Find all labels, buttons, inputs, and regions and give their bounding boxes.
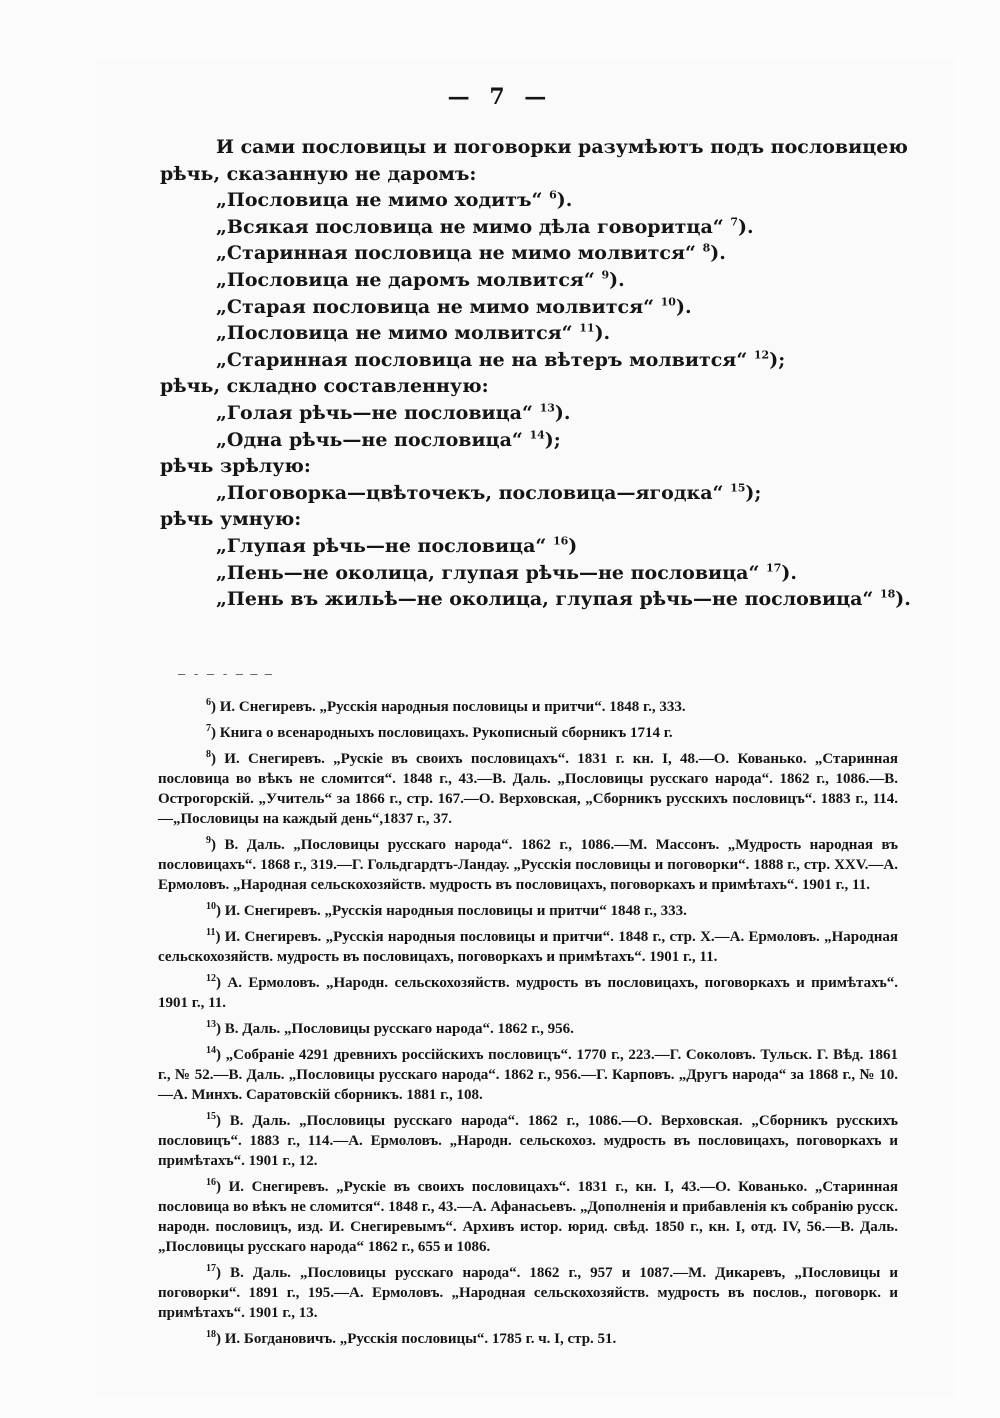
line-text: „Пословица не мимо ходитъ“ [216,189,543,212]
footnote [158,697,898,717]
footnote-reference[interactable]: 8 [702,242,711,256]
line-text: рѣчь зрѣлую: [160,455,311,478]
footnote-reference[interactable]: 10 [660,295,676,309]
proverb-line [160,214,900,241]
line-text: „Старинная пословица не мимо молвится“ [216,242,696,265]
footnote [158,901,898,921]
proverb-line [160,347,900,374]
line-text: „Всякая пословица не мимо дѣла говоритца“ [216,215,724,238]
footnote-reference[interactable]: 16 [552,534,569,548]
footnote [158,1111,898,1171]
line-text: „Пословица не мимо молвится“ [216,322,573,345]
footnote-text: ) И. Снегиревъ. „Русскія народныя пословицы и притчи“. 1848 г., 333. [211,699,686,715]
line-text: „Старая пословица не мимо молвится“ [216,295,655,318]
footnote-text: ) „Собраніе 4291 древнихъ россійскихъ пословицъ“. 1770 г., 223.—Г. Соколовъ. Тульск. Г. Вѣд. 1861 г., № 52.—В. Даль. „Пословицы русскаго народа“. 1862 г., 956.—Г. Карповъ. „Другъ народа“ за 1868 г., № 10.—А. Минхъ. Саратовскій сборникъ. 1881 г., 108. [158,1047,898,1103]
line-punctuation: ) [568,534,578,557]
footnote-reference[interactable]: 18 [879,587,896,601]
line-punctuation: ). [554,401,571,424]
footnote-text: ) В. Даль. „Пословицы русскаго народа“. 1862 г., 957 и 1087.—М. Дикаревъ, „Пословицы и поговорки“. 1891 г., 195.—А. Ермоловъ. „Народная сельскохозяйств. мудрость въ послов., поговорк. и примѣтахъ“. 1901 г., 13. [158,1265,898,1321]
footnote-mark: 16 [206,1177,216,1188]
footnote-text: ) И. Снегиревъ. „Русскія народныя пословицы и притчи“ 1848 г., 333. [216,903,687,919]
footnotes [158,697,898,1355]
footnote-reference[interactable]: 17 [766,561,782,575]
footnote-mark: 13 [206,1019,216,1030]
footnote-reference[interactable]: 11 [579,321,595,335]
footnote-text: ) И. Богдановичъ. „Русскія пословицы“. 1785 г. ч. I, стр. 51. [216,1331,617,1347]
footnote-mark: 11 [206,927,216,938]
proverb-line [160,267,900,294]
line-text: „Пословица не даромъ молвится“ [216,268,595,291]
line-punctuation: ). [710,242,726,265]
footnote [158,1263,898,1323]
footnote-text: ) И. Снегиревъ. „Рускіе въ своихъ пословицахъ“. 1831 г. кн. I, 48.—О. Кованько. „Старинная пословица во вѣкъ не сломится“. 1848 г., 43.—В. Даль. „Пословицы русскаго народа“. 1862 г., 1086.—В. Острогорскій. „Учитель“ за 1866 г., стр. 167.—О. Верховская, „Сборникъ русскихъ пословицъ“. 1883 г., 114.—„Пословицы на каждый день“,1837 г., 37. [158,751,898,827]
line-text: И сами пословицы и поговорки разумѣютъ подъ пословицею [216,136,908,158]
footnote-reference[interactable]: 14 [529,428,545,442]
footnote-reference[interactable]: 12 [753,348,770,362]
footnote-text: ) А. Ермоловъ. „Народн. сельскохозяйств. мудрость въ пословицахъ, поговоркахъ и примѣтахъ“. 1901 г., 11. [158,975,898,1011]
line-text: „Пень—не околица, глупая рѣчь—не пословица“ [216,561,760,584]
footnote-mark: 17 [206,1263,216,1274]
line-text: рѣчь, сказанную не даромъ: [160,162,477,185]
text-line [160,373,900,400]
line-text: „Поговорка—цвѣточекъ, пословица—ягодка“ [216,481,724,504]
proverb-line [160,187,900,214]
footnote-mark: 9 [206,835,211,846]
line-punctuation: ). [895,588,911,611]
footnote [158,723,898,743]
proverb-line [160,533,900,560]
line-text: „Пень въ жильѣ—не околица, глупая рѣчь—не пословица“ [216,588,874,611]
line-punctuation: ). [594,322,611,345]
footnote-text: ) И. Снегиревъ. „Рускіе въ своихъ пословицахъ“. 1831 г., кн. I, 43.—О. Кованько. „Старинная пословица во вѣкъ не сломится“. 1848 г., 43.—А. Афанасьевъ. „Дополненія и прибавленія къ собранію русск. народн. пословицъ, изд. И. Снегиревымъ“. Архивъ истор. юрид. свѣд. 1850 г., кн. I, отд. IV, 56.—В. Даль. „Пословицы русскаго народа“ 1862 г., 655 и 1086. [158,1179,898,1255]
line-punctuation: ). [609,268,625,291]
footnote-mark: 10 [206,901,216,912]
footnote [158,1329,898,1349]
line-punctuation: ). [556,189,573,212]
footnote-text: ) В. Даль. „Пословицы русскаго народа“. 1862 г., 1086.—М. Массонъ. „Мудрость народная въ пословицахъ“. 1868 г., 319.—Г. Гольдгардтъ-Ландау. „Русскія пословицы и поговорки“. 1888 г., стр. XXV.—А. Ермоловъ. „Народная сельскохозяйств. мудрость въ пословицахъ, поговоркахъ и примѣтахъ“. 1901 г., 11. [158,837,898,893]
proverb-line [160,320,900,347]
footnote-text: ) И. Снегиревъ. „Русскія народныя пословицы и притчи“. 1848 г., стр. X.—А. Ермоловъ. „Народная сельскохозяйств. мудрость въ пословицахъ, поговоркахъ и примѣтахъ“. 1901 г., 11. [158,929,898,965]
proverb-line [160,294,900,321]
proverb-line [160,586,911,613]
footnote-reference[interactable]: 13 [539,401,555,415]
footnote-separator: — - — - — — — [178,667,272,681]
footnote-reference[interactable]: 15 [730,481,746,495]
footnote-reference[interactable]: 9 [601,268,610,282]
footnote-text: ) В. Даль. „Пословицы русскаго народа“. 1862 г., 956. [216,1021,574,1037]
page-number: — 7 — [447,84,553,110]
line-text: „Одна рѣчь—не пословица“ [216,428,523,451]
text-line [160,453,900,480]
footnote-text: ) В. Даль. „Пословицы русскаго народа“. 1862 г., 1086.—О. Верховская. „Сборникъ русскихъ пословицъ“. 1883 г., 114.—А. Ермоловъ. „Народн. сельскохоз. мудрость въ пословицахъ, поговоркахъ и примѣтахъ“. 1901 г., 12. [158,1113,898,1169]
line-punctuation: ). [675,295,692,318]
line-punctuation: ); [544,428,561,451]
line-punctuation: ); [745,481,762,504]
footnote [158,749,898,829]
footnote-mark: 12 [206,973,216,984]
footnote-reference[interactable]: 7 [730,215,738,229]
footnote [158,1045,898,1105]
proverb-line [160,427,900,454]
footnote-text: ) Книга о всенародныхъ пословицахъ. Рукописный сборникъ 1714 г. [211,725,673,741]
proverb-line [160,560,900,587]
footnote-mark: 14 [206,1045,216,1056]
footnote [158,927,898,967]
line-punctuation: ); [769,348,786,371]
text-line [160,161,900,188]
footnote-reference[interactable]: 6 [549,188,557,202]
footnote [158,973,898,1013]
proverb-line [160,400,900,427]
line-text: „Голая рѣчь—не пословица“ [216,401,533,424]
main-text [160,134,911,613]
line-punctuation: ). [781,561,797,584]
footnote-mark: 7 [206,723,211,734]
footnote-mark: 15 [206,1111,216,1122]
line-punctuation: ). [738,215,754,238]
text-line [160,134,908,161]
line-text: „Глупая рѣчь—не пословица“ [216,534,547,557]
line-text: рѣчь, складно составленную: [160,375,489,398]
footnote-mark: 8 [206,749,211,760]
proverb-line [160,240,900,267]
footnote [158,1177,898,1257]
text-line [160,506,900,533]
proverb-line [160,480,900,507]
footnote [158,1019,898,1039]
line-text: рѣчь умную: [160,508,302,531]
line-text: „Старинная пословица не на вѣтеръ молвится“ [216,348,748,371]
footnote-mark: 18 [206,1329,216,1340]
footnote [158,835,898,895]
footnote-mark: 6 [206,697,211,708]
